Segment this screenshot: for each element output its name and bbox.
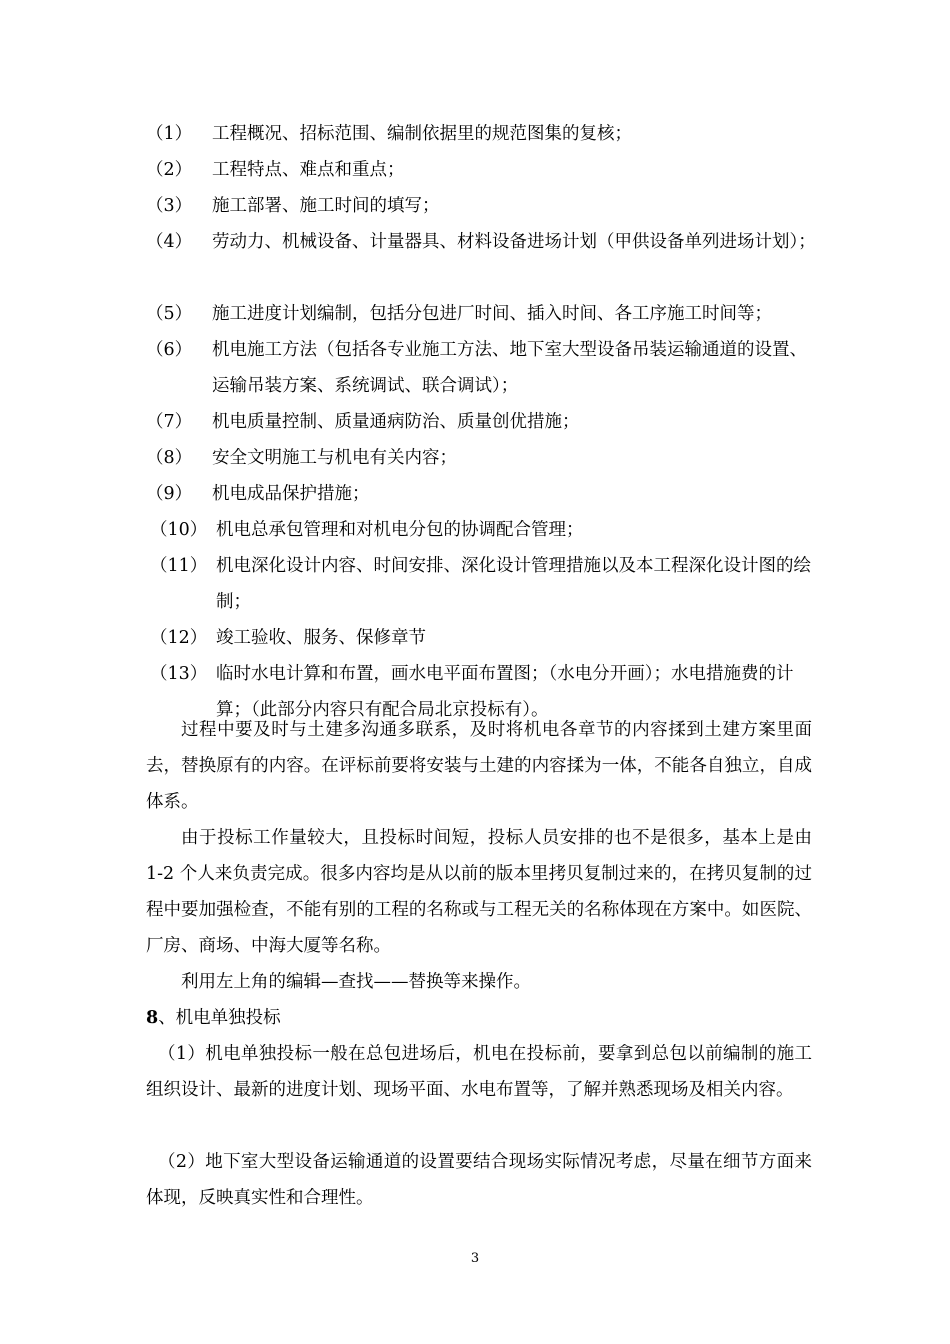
list-item-text: 机电总承包管理和对机电分包的协调配合管理； [216, 520, 584, 540]
list-item-number: （12） [150, 628, 208, 648]
list-item-number: （2） [146, 160, 193, 180]
section-item: （2）地下室大型设备运输通道的设置要结合现场实际情况考虑，尽量在细节方面来体现，反映真实性和合理性。 [146, 1152, 812, 1208]
list-item-text: 工程概况、招标范围、编制依据里的规范图集的复核； [212, 124, 632, 144]
list-item [150, 620, 820, 656]
list-item-text: 劳动力、机械设备、计量器具、材料设备进场计划（甲供设备单列进场计划）； [212, 232, 816, 252]
list-item [146, 116, 816, 152]
list-item [146, 440, 816, 476]
list-item-text: 机电成品保护措施； [212, 484, 370, 504]
list-item-text: 机电深化设计内容、时间安排、深化设计管理措施以及本工程深化设计图的绘制； [216, 556, 811, 612]
list-item-number: （11） [150, 556, 208, 576]
list-item [146, 332, 816, 404]
list-item-number: （10） [150, 520, 208, 540]
section-title: 、机电单独投标 [158, 1008, 281, 1028]
section-heading [146, 1000, 812, 1036]
list-item-number: （5） [146, 304, 193, 324]
body-paragraph: 过程中要及时与土建多沟通多联系，及时将机电各章节的内容揉到土建方案里面去，替换原有的内容。在评标前要将安装与土建的内容揉为一体，不能各自独立，自成体系。 [146, 720, 812, 812]
list-item-text: 施工进度计划编制，包括分包进厂时间、插入时间、各工序施工时间等； [212, 304, 772, 324]
section-item: （1）机电单独投标一般在总包进场后，机电在投标前，要拿到总包以前编制的施工组织设计、最新的进度计划、现场平面、水电布置等，了解并熟悉现场及相关内容。 [146, 1044, 812, 1100]
list-item-number: （7） [146, 412, 193, 432]
list-item-number: （6） [146, 340, 193, 360]
list-item-number: （4） [146, 232, 193, 252]
list-item [146, 188, 816, 224]
list-item [146, 476, 816, 512]
list-item-text: 工程特点、难点和重点； [212, 160, 405, 180]
list-item [146, 224, 816, 260]
list-item-number: （1） [146, 124, 193, 144]
list-item-number: （3） [146, 196, 193, 216]
body-paragraph: 利用左上角的编辑—查找——替换等来操作。 [181, 972, 531, 992]
list-item-number: （13） [150, 664, 208, 684]
page-number: 3 [470, 1251, 480, 1266]
list-item-text: 竣工验收、服务、保修章节 [216, 628, 426, 648]
list-item-text: 安全文明施工与机电有关内容； [212, 448, 457, 468]
list-item-text: 施工部署、施工时间的填写； [212, 196, 440, 216]
list-item [150, 512, 820, 548]
list-item [146, 404, 816, 440]
body-paragraph: 由于投标工作量较大，且投标时间短，投标人员安排的也不是很多，基本上是由 1-2 个人来负责完成。很多内容均是从以前的版本里拷贝复制过来的，在拷贝复制的过程中要加强检查，不能有别的工程的名称或与工程无关的名称体现在方案中。如医院、厂房、商场、中海大厦等名称。 [146, 828, 812, 956]
list-item-number: （9） [146, 484, 193, 504]
list-item [146, 152, 816, 188]
section-number: 8 [146, 1008, 159, 1028]
list-item-number: （8） [146, 448, 193, 468]
list-item-text: 临时水电计算和布置，画水电平面布置图；（水电分开画）；水电措施费的计算；（此部分内容只有配合局北京投标有）。 [216, 664, 794, 720]
list-item-text: 机电质量控制、质量通病防治、质量创优措施； [212, 412, 580, 432]
list-item [146, 296, 816, 332]
list-item [150, 548, 820, 620]
list-item-text: 机电施工方法（包括各专业施工方法、地下室大型设备吊装运输通道的设置、运输吊装方案、系统调试、联合调试）； [212, 340, 807, 396]
